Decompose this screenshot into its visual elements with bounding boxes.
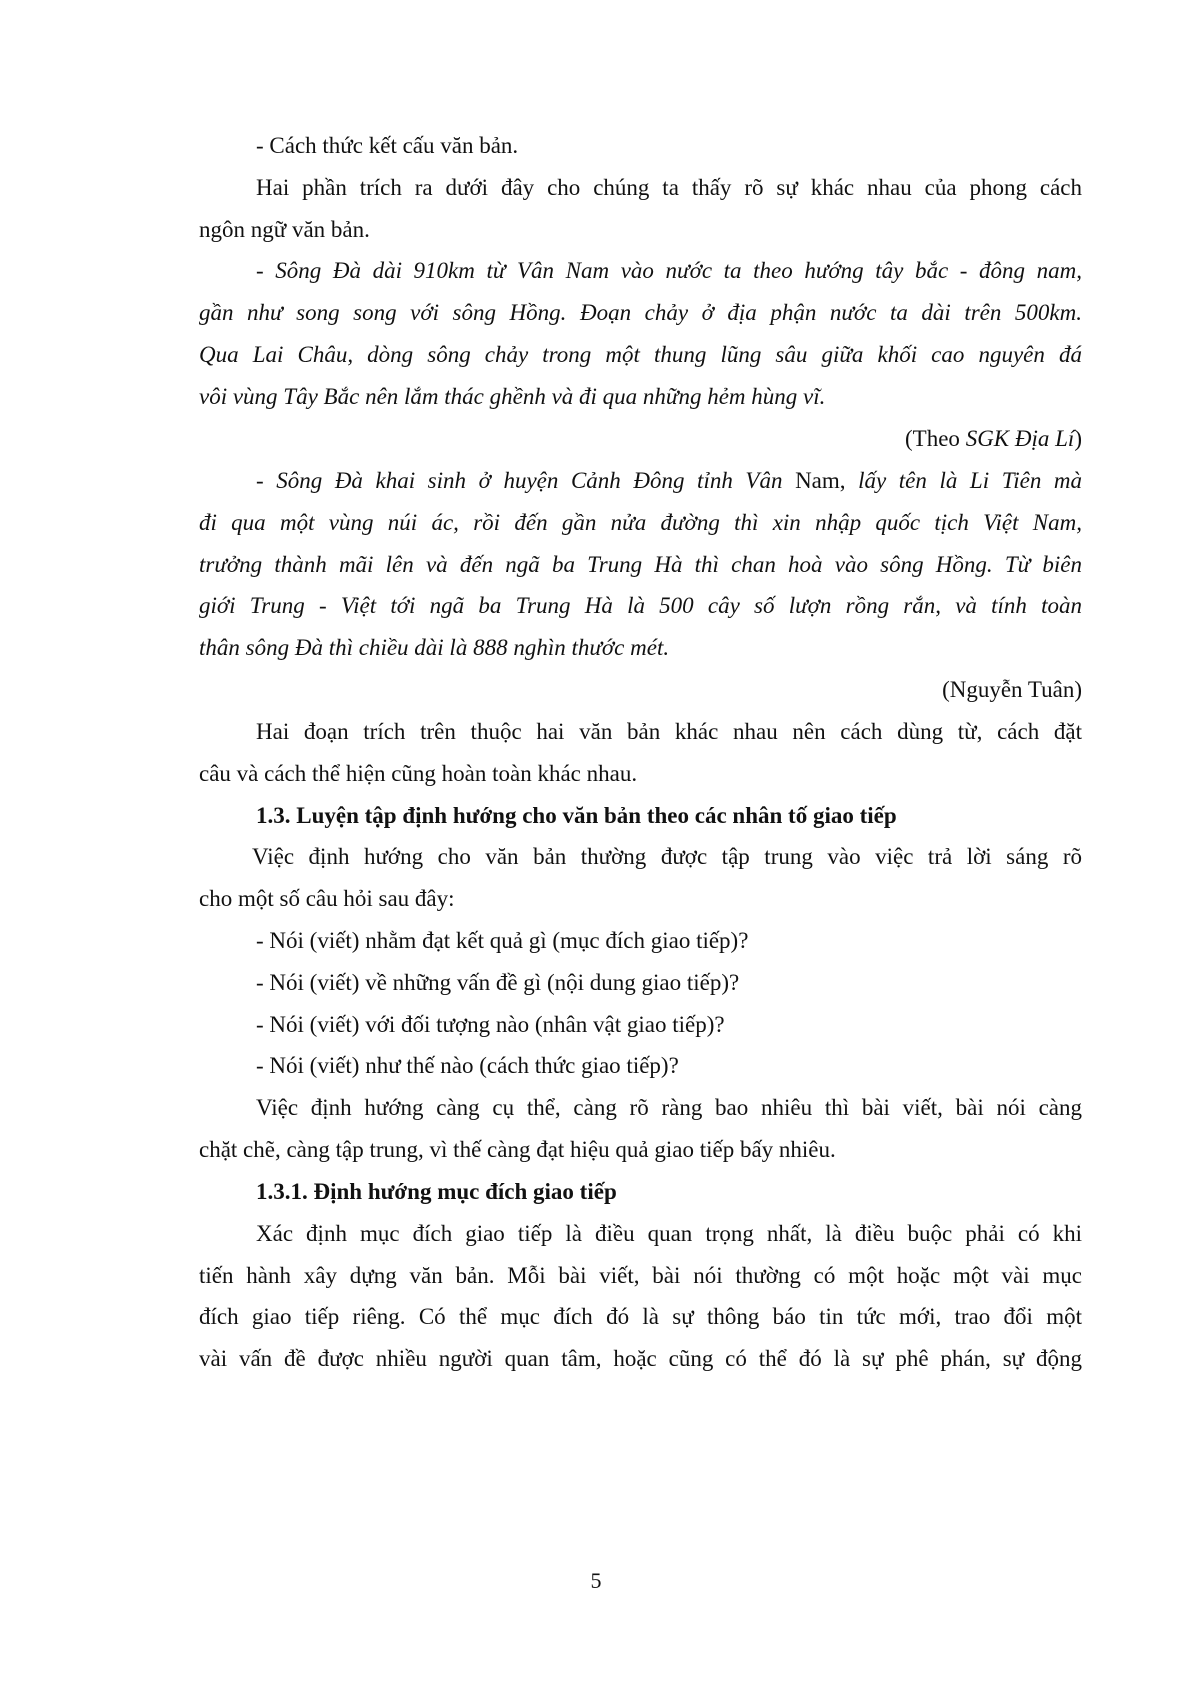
text-line: đích giao tiếp riêng. Có thể mục đích đó là sự thông báo tin tức mới, trao đổi một (199, 1304, 1082, 1329)
text-line: câu và cách thể hiện cũng hoàn toàn khác nhau. (199, 761, 638, 786)
text-line: chặt chẽ, càng tập trung, vì thế càng đạt hiệu quả giao tiếp bấy nhiêu. (199, 1137, 836, 1162)
text-line: ngôn ngữ văn bản. (199, 217, 370, 242)
quote-part: lấy tên là Li Tiên mà (858, 468, 1083, 493)
text-line: tiến hành xây dựng văn bản. Mỗi bài viết, bài nói thường có một hoặc một vài mục (199, 1263, 1082, 1288)
page-number: 5 (590, 1568, 602, 1593)
citation-source: SGK Địa Lí (965, 426, 1075, 451)
quote-line: - Sông Đà dài 910km từ Vân Nam vào nước ta theo hướng tây bắc - đông nam, (256, 258, 1082, 283)
text-line: - Cách thức kết cấu văn bản. (256, 133, 519, 158)
text-line: vài vấn đề được nhiều người quan tâm, hoặc cũng có thể đó là sự phê phán, sự động (199, 1346, 1082, 1371)
quote-line: thân sông Đà thì chiều dài là 888 nghìn thước mét. (199, 635, 670, 660)
quote-part: - Sông Đà khai sinh ở huyện Cảnh Đông tỉnh Vân (256, 468, 783, 493)
text-line: Việc định hướng càng cụ thể, càng rõ ràng bao nhiêu thì bài viết, bài nói càng (256, 1095, 1082, 1120)
citation-suffix: ) (1074, 426, 1082, 451)
citation (199, 424, 1082, 454)
list-item: - Nói (viết) như thế nào (cách thức giao tiếp)? (256, 1053, 679, 1078)
list-item: - Nói (viết) với đối tượng nào (nhân vật giao tiếp)? (256, 1012, 725, 1037)
quote-part-upright: Nam, (782, 468, 859, 493)
quote-line: đi qua một vùng núi ác, rồi đến gần nửa đường thì xin nhập quốc tịch Việt Nam, (199, 510, 1082, 535)
text-line: cho một số câu hỏi sau đây: (199, 886, 455, 911)
text-line: Hai phần trích ra dưới đây cho chúng ta thấy rõ sự khác nhau của phong cách (256, 175, 1082, 200)
citation: (Nguyễn Tuân) (942, 677, 1082, 702)
text-line: Xác định mục đích giao tiếp là điều quan trọng nhất, là điều buộc phải có khi (256, 1221, 1082, 1246)
text-line: Hai đoạn trích trên thuộc hai văn bản khác nhau nên cách dùng từ, cách đặt (256, 719, 1082, 744)
list-item: - Nói (viết) nhằm đạt kết quả gì (mục đích giao tiếp)? (256, 928, 749, 953)
list-item: - Nói (viết) về những vấn đề gì (nội dung giao tiếp)? (256, 970, 740, 995)
section-heading: 1.3. Luyện tập định hướng cho văn bản theo các nhân tố giao tiếp (256, 803, 897, 828)
subsection-heading: 1.3.1. Định hướng mục đích giao tiếp (256, 1179, 617, 1204)
quote-line: trưởng thành mãi lên và đến ngã ba Trung Hà thì chan hoà vào sông Hồng. Từ biên (199, 552, 1082, 577)
text-line: Việc định hướng cho văn bản thường được tập trung vào việc trả lời sáng rõ (252, 844, 1082, 869)
quote-line: Qua Lai Châu, dòng sông chảy trong một thung lũng sâu giữa khối cao nguyên đá (199, 342, 1082, 367)
quote-line: vôi vùng Tây Bắc nên lắm thác ghềnh và đi qua những hẻm hùng vĩ. (199, 384, 826, 409)
citation-prefix: (Theo (905, 426, 966, 451)
quote-line: giới Trung - Việt tới ngã ba Trung Hà là 500 cây số lượn rồng rắn, và tính toàn (199, 593, 1082, 618)
quote-line: gần như song song với sông Hồng. Đoạn chảy ở địa phận nước ta dài trên 500km. (199, 300, 1082, 325)
quote-line (256, 466, 1082, 496)
